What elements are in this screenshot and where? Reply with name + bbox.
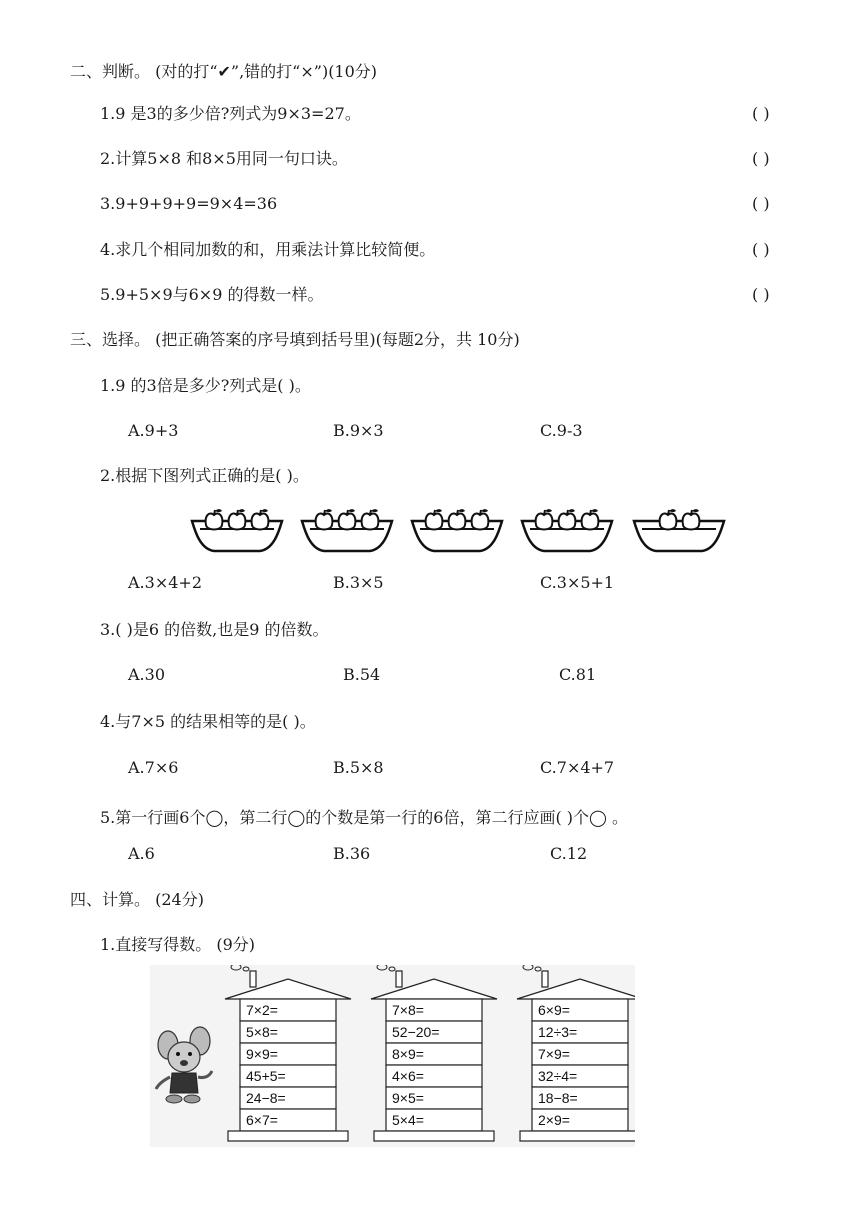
apple-icon: [559, 509, 576, 529]
calc-expression: 7×8=: [392, 1002, 424, 1018]
choice-q3-option-b[interactable]: B.54: [343, 665, 381, 684]
calc-expression: 24−8=: [246, 1090, 286, 1106]
judge-q1-answer[interactable]: ( ): [752, 104, 770, 123]
choice-q1: 1.9 的3倍是多少?列式是( )。: [100, 376, 311, 395]
judge-q3-answer[interactable]: ( ): [752, 194, 770, 213]
judge-q4-answer[interactable]: ( ): [752, 240, 770, 259]
apple-icon: [472, 509, 489, 529]
calc-expression: 4×6=: [392, 1068, 424, 1084]
choice-q3-option-a[interactable]: A.30: [128, 665, 165, 684]
calc-sub1-title: 1.直接写得数。 (9分): [100, 935, 256, 954]
plate-3: [412, 509, 502, 551]
plate-5: [634, 509, 724, 551]
calc-expression: 8×9=: [392, 1046, 424, 1062]
apple-icon: [426, 509, 443, 529]
apple-plates-figure: [190, 505, 730, 565]
apple-icon: [206, 509, 223, 529]
calc-expression: 6×9=: [538, 1002, 570, 1018]
calc-expression: 32÷4=: [538, 1068, 578, 1084]
section3-title: 三、选择。 (把正确答案的序号填到括号里)(每题2分，共 10分): [70, 330, 520, 349]
apple-icon: [362, 509, 379, 529]
choice-q1-option-a[interactable]: A.9+3: [128, 421, 179, 440]
choice-q3: 3.( )是6 的倍数,也是9 的倍数。: [100, 620, 329, 639]
calc-expression: 9×9=: [246, 1046, 278, 1062]
plate-4: [522, 509, 612, 551]
apple-icon: [339, 509, 356, 529]
calc-expression: 18−8=: [538, 1090, 578, 1106]
apple-icon: [582, 509, 599, 529]
calc-expression: 5×4=: [392, 1112, 424, 1128]
calc-expression: 6×7=: [246, 1112, 278, 1128]
calc-house-3: [517, 965, 635, 1141]
choice-q4: 4.与7×5 的结果相等的是( )。: [100, 712, 316, 731]
apple-icon: [683, 509, 700, 529]
choice-q3-option-c[interactable]: C.81: [559, 665, 597, 684]
calc-expression: 52−20=: [392, 1024, 440, 1040]
choice-q4-option-c[interactable]: C.7×4+7: [540, 758, 615, 777]
calc-expression: 5×8=: [246, 1024, 278, 1040]
apple-icon: [536, 509, 553, 529]
choice-q5-option-a[interactable]: A.6: [128, 844, 155, 863]
plate-1: [192, 509, 282, 551]
section4-title: 四、计算。 (24分): [70, 890, 204, 909]
apple-icon: [252, 509, 269, 529]
section2-title: 二、判断。 (对的打“✔”,错的打“×”)(10分): [70, 62, 378, 81]
judge-q5: 5.9+5×9与6×9 的得数一样。: [100, 285, 324, 304]
calc-house-1: [225, 965, 351, 1141]
calc-expression: 12÷3=: [538, 1024, 578, 1040]
choice-q5-option-b[interactable]: B.36: [333, 844, 371, 863]
calc-expression: 9×5=: [392, 1090, 424, 1106]
choice-q2-option-c[interactable]: C.3×5+1: [540, 573, 615, 592]
judge-q4: 4.求几个相同加数的和，用乘法计算比较简便。: [100, 240, 436, 259]
calc-expression: 45+5=: [246, 1068, 286, 1084]
choice-q4-option-b[interactable]: B.5×8: [333, 758, 384, 777]
apple-icon: [660, 509, 677, 529]
choice-q2: 2.根据下图列式正确的是( )。: [100, 466, 309, 485]
calc-house-2: [371, 965, 497, 1141]
calc-expression: 7×9=: [538, 1046, 570, 1062]
judge-q2: 2.计算5×8 和8×5用同一句口诀。: [100, 149, 348, 168]
apple-icon: [229, 509, 246, 529]
judge-q1: 1.9 是3的多少倍?列式为9×3=27。: [100, 104, 361, 123]
judge-q3: 3.9+9+9+9=9×4=36: [100, 194, 278, 213]
apple-icon: [316, 509, 333, 529]
apple-icon: [449, 509, 466, 529]
choice-q1-option-b[interactable]: B.9×3: [333, 421, 384, 440]
calc-expression: 2×9=: [538, 1112, 570, 1128]
judge-q5-answer[interactable]: ( ): [752, 285, 770, 304]
choice-q1-option-c[interactable]: C.9-3: [540, 421, 583, 440]
choice-q2-option-b[interactable]: B.3×5: [333, 573, 384, 592]
judge-q2-answer[interactable]: ( ): [752, 149, 770, 168]
calc-houses-figure: [150, 965, 635, 1147]
choice-q5: 5.第一行画6个◯，第二行◯的个数是第一行的6倍，第二行应画( )个◯ 。: [100, 808, 629, 827]
choice-q5-option-c[interactable]: C.12: [550, 844, 588, 863]
choice-q4-option-a[interactable]: A.7×6: [128, 758, 179, 777]
calc-expression: 7×2=: [246, 1002, 278, 1018]
plate-2: [302, 509, 392, 551]
choice-q2-option-a[interactable]: A.3×4+2: [128, 573, 202, 592]
